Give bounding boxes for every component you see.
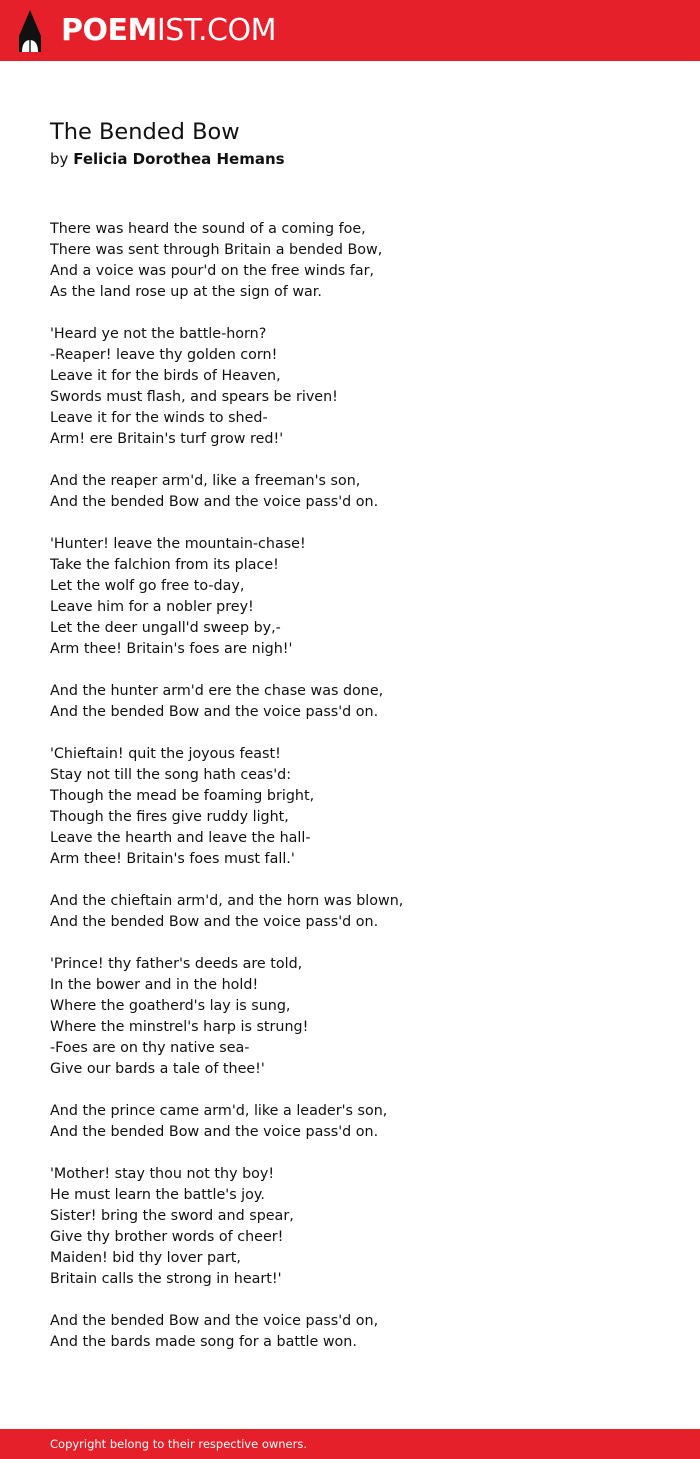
stanza: [50, 681, 650, 723]
pen-nib-icon[interactable]: [17, 9, 43, 53]
stanza: [50, 1164, 650, 1290]
stanza: [50, 1101, 650, 1143]
poem-line: Britain calls the strong in heart!': [50, 1271, 282, 1287]
poem-line: Maiden! bid thy lover part,: [50, 1250, 241, 1266]
poem-line: Though the mead be foaming bright,: [50, 788, 315, 804]
poem-line: And the hunter arm'd ere the chase was done,: [50, 683, 384, 699]
stanza-gap: [50, 870, 650, 891]
stanza: [50, 744, 650, 870]
stanza: [50, 471, 650, 513]
poem-line: -Foes are on thy native sea-: [50, 1040, 250, 1056]
poem-line: There was sent through Britain a bended Bow,: [50, 242, 383, 258]
poem-line: And the bended Bow and the voice pass'd on.: [50, 494, 379, 510]
poem-line: And the prince came arm'd, like a leader's son,: [50, 1103, 388, 1119]
logo-bold-text: POEM: [61, 13, 157, 48]
poem-line: Let the wolf go free to-day,: [50, 578, 245, 594]
poem-line: And the bards made song for a battle won.: [50, 1334, 357, 1350]
poem-title: The Bended Bow: [50, 119, 240, 145]
stanza-gap: [50, 723, 650, 744]
copyright-notice: Copyright belong to their respective owners.: [50, 1437, 308, 1451]
poem-line: Though the fires give ruddy light,: [50, 809, 289, 825]
poem-line: And the bended Bow and the voice pass'd on.: [50, 1124, 379, 1140]
stanza-gap: [50, 513, 650, 534]
logo-light-text: IST.COM: [156, 13, 276, 48]
stanza-gap: [50, 660, 650, 681]
poem-line: Give thy brother words of cheer!: [50, 1229, 284, 1245]
poem-line: -Reaper! leave thy golden corn!: [50, 347, 278, 363]
poem-line: And a voice was pour'd on the free winds far,: [50, 263, 375, 279]
poem-line: Where the minstrel's harp is strung!: [50, 1019, 309, 1035]
poem-line: Sister! bring the sword and spear,: [50, 1208, 294, 1224]
poem-line: And the bended Bow and the voice pass'd on,: [50, 1313, 379, 1329]
poem-line: And the bended Bow and the voice pass'd on.: [50, 704, 379, 720]
stanza-gap: [50, 450, 650, 471]
poem-line: Leave it for the birds of Heaven,: [50, 368, 281, 384]
stanza-gap: [50, 1143, 650, 1164]
poem-line: Where the goatherd's lay is sung,: [50, 998, 291, 1014]
poem-author: Felicia Dorothea Hemans: [73, 150, 285, 168]
site-logo[interactable]: [61, 13, 276, 49]
poem-line: Arm! ere Britain's turf grow red!': [50, 431, 284, 447]
poem-line: Leave it for the winds to shed-: [50, 410, 268, 426]
stanza-gap: [50, 933, 650, 954]
poem-line: As the land rose up at the sign of war.: [50, 284, 322, 300]
stanza: [50, 324, 650, 450]
poem-line: And the bended Bow and the voice pass'd on.: [50, 914, 379, 930]
poem-line: And the reaper arm'd, like a freeman's son,: [50, 473, 361, 489]
site-header: [0, 0, 700, 61]
stanza-gap: [50, 303, 650, 324]
poem-body: [50, 219, 650, 1353]
poem-line: Leave him for a nobler prey!: [50, 599, 254, 615]
poem-line: He must learn the battle's joy.: [50, 1187, 265, 1203]
poem-line: Arm thee! Britain's foes are nigh!': [50, 641, 293, 657]
poem-line: And the chieftain arm'd, and the horn was blown,: [50, 893, 404, 909]
poem-line: Let the deer ungall'd sweep by,-: [50, 620, 281, 636]
poem-line: Stay not till the song hath ceas'd:: [50, 767, 292, 783]
poem-byline: [50, 149, 285, 169]
poem-line: In the bower and in the hold!: [50, 977, 259, 993]
poem-line: Leave the hearth and leave the hall-: [50, 830, 311, 846]
stanza: [50, 954, 650, 1080]
stanza-gap: [50, 1080, 650, 1101]
stanza: [50, 219, 650, 303]
poem-line: 'Prince! thy father's deeds are told,: [50, 956, 303, 972]
poem-line: 'Mother! stay thou not thy boy!: [50, 1166, 275, 1182]
stanza-gap: [50, 1290, 650, 1311]
stanza: [50, 1311, 650, 1353]
stanza: [50, 891, 650, 933]
poem-line: Take the falchion from its place!: [50, 557, 279, 573]
poem-line: Give our bards a tale of thee!': [50, 1061, 265, 1077]
poem-line: 'Hunter! leave the mountain-chase!: [50, 536, 306, 552]
site-footer: [0, 1429, 700, 1459]
poem-line: Arm thee! Britain's foes must fall.': [50, 851, 295, 867]
poem-line: 'Chieftain! quit the joyous feast!: [50, 746, 281, 762]
poem-line: There was heard the sound of a coming foe,: [50, 221, 366, 237]
stanza: [50, 534, 650, 660]
by-label: by: [50, 150, 69, 168]
poem-line: 'Heard ye not the battle-horn?: [50, 326, 267, 342]
poem-line: Swords must flash, and spears be riven!: [50, 389, 338, 405]
